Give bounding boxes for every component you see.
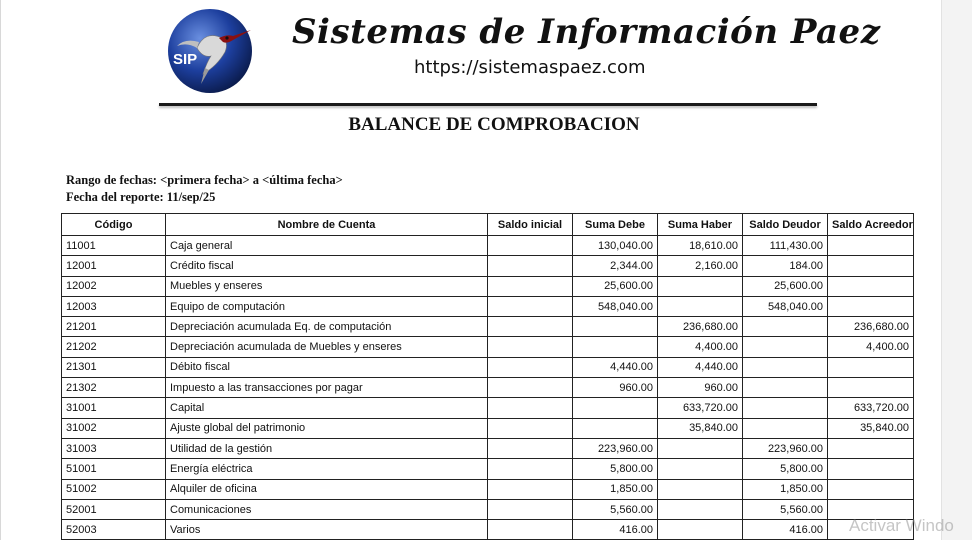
cell-debit-sum: 25,600.00 [573,276,658,296]
report-title: BALANCE DE COMPROBACION [348,114,640,135]
cell-debit-sum: 416.00 [573,520,658,540]
cell-code: 21201 [62,317,166,337]
cell-initial-balance [488,520,573,540]
table-row [62,499,914,519]
cell-credit-sum [658,479,743,499]
cell-credit-sum: 4,400.00 [658,337,743,357]
cell-code: 12003 [62,296,166,316]
cell-code: 11001 [62,236,166,256]
logo-text: SIP [173,51,198,68]
windows-activation-watermark: Activar Windo [849,516,954,535]
cell-code: 31002 [62,418,166,438]
cell-credit-sum [658,296,743,316]
cell-debit-balance: 223,960.00 [743,438,828,458]
column-header-code: Código [62,214,166,236]
cell-credit-sum [658,438,743,458]
cell-credit-sum [658,276,743,296]
cell-account-name: Capital [166,398,488,418]
cell-initial-balance [488,296,573,316]
table-row [62,337,914,357]
cell-code: 31003 [62,438,166,458]
cell-credit-sum: 633,720.00 [658,398,743,418]
cell-initial-balance [488,256,573,276]
cell-debit-balance: 1,850.00 [743,479,828,499]
cell-account-name: Depreciación acumulada de Muebles y enseres [166,337,488,357]
cell-initial-balance [488,418,573,438]
table-row [62,276,914,296]
cell-initial-balance [488,378,573,398]
cell-account-name: Equipo de computación [166,296,488,316]
cell-code: 51002 [62,479,166,499]
cell-account-name: Depreciación acumulada Eq. de computación [166,317,488,337]
table-row [62,296,914,316]
cell-credit-balance [828,459,914,479]
table-row [62,317,914,337]
cell-debit-sum: 548,040.00 [573,296,658,316]
cell-debit-sum: 5,800.00 [573,459,658,479]
cell-debit-balance [743,398,828,418]
cell-code: 12002 [62,276,166,296]
cell-debit-balance [743,317,828,337]
cell-initial-balance [488,459,573,479]
company-logo [167,8,253,94]
cell-credit-balance: 4,400.00 [828,337,914,357]
table-row [62,398,914,418]
cell-debit-sum: 5,560.00 [573,499,658,519]
table-row [62,256,914,276]
cell-credit-balance [828,276,914,296]
table-header-row [62,214,914,236]
cell-debit-sum [573,317,658,337]
brand-title: Sistemas de Información Paez [292,12,881,52]
cell-account-name: Impuesto a las transacciones por pagar [166,378,488,398]
cell-account-name: Energía eléctrica [166,459,488,479]
column-header-account-name: Nombre de Cuenta [166,214,488,236]
cell-account-name: Crédito fiscal [166,256,488,276]
table-row [62,418,914,438]
cell-credit-balance [828,378,914,398]
cell-credit-sum: 960.00 [658,378,743,398]
cell-initial-balance [488,236,573,256]
cell-debit-balance [743,378,828,398]
cell-account-name: Alquiler de oficina [166,479,488,499]
table-row [62,378,914,398]
cell-debit-sum: 1,850.00 [573,479,658,499]
cell-account-name: Utilidad de la gestión [166,438,488,458]
cell-account-name: Varios [166,520,488,540]
cell-debit-balance: 25,600.00 [743,276,828,296]
cell-debit-balance: 548,040.00 [743,296,828,316]
table-row [62,236,914,256]
cell-debit-balance: 5,560.00 [743,499,828,519]
cell-credit-sum: 18,610.00 [658,236,743,256]
cell-account-name: Débito fiscal [166,357,488,377]
trial-balance-table [61,213,914,540]
page-edge [0,0,1,540]
cell-credit-balance [828,256,914,276]
cell-debit-balance: 5,800.00 [743,459,828,479]
cell-credit-balance [828,296,914,316]
cell-debit-sum: 130,040.00 [573,236,658,256]
column-header-credit-balance: Saldo Acreedor [828,214,914,236]
cell-code: 21202 [62,337,166,357]
column-header-debit-sum: Suma Debe [573,214,658,236]
cell-debit-sum [573,337,658,357]
header-divider [159,103,817,106]
cell-credit-sum [658,499,743,519]
table-row [62,438,914,458]
cell-debit-balance: 111,430.00 [743,236,828,256]
cell-credit-balance [828,438,914,458]
table-row [62,520,914,540]
cell-account-name: Ajuste global del patrimonio [166,418,488,438]
cell-debit-sum [573,398,658,418]
cell-initial-balance [488,317,573,337]
cell-credit-balance [828,236,914,256]
cell-credit-balance: 633,720.00 [828,398,914,418]
cell-code: 21301 [62,357,166,377]
cell-credit-sum: 4,440.00 [658,357,743,377]
cell-initial-balance [488,438,573,458]
cell-debit-sum: 223,960.00 [573,438,658,458]
cell-initial-balance [488,398,573,418]
cell-initial-balance [488,276,573,296]
table-row [62,459,914,479]
cell-credit-balance: 35,840.00 [828,418,914,438]
cell-credit-sum: 236,680.00 [658,317,743,337]
cell-code: 12001 [62,256,166,276]
cell-code: 51001 [62,459,166,479]
cell-code: 52003 [62,520,166,540]
cell-debit-balance: 184.00 [743,256,828,276]
cell-debit-sum: 4,440.00 [573,357,658,377]
cell-initial-balance [488,357,573,377]
cell-account-name: Comunicaciones [166,499,488,519]
cell-initial-balance [488,479,573,499]
cell-debit-sum: 960.00 [573,378,658,398]
cell-account-name: Muebles y enseres [166,276,488,296]
table-row [62,479,914,499]
report-date: Fecha del reporte: 11/sep/25 [66,190,216,204]
cell-credit-sum: 35,840.00 [658,418,743,438]
table-body [62,236,914,540]
cell-debit-balance: 416.00 [743,520,828,540]
cell-initial-balance [488,337,573,357]
brand-url[interactable]: https://sistemaspaez.com [414,57,646,78]
column-header-credit-sum: Suma Haber [658,214,743,236]
cell-credit-balance: 236,680.00 [828,317,914,337]
scroll-gutter[interactable] [941,0,972,540]
cell-credit-sum [658,459,743,479]
cell-debit-sum [573,418,658,438]
date-range: Rango de fechas: <primera fecha> a <última fecha> [66,173,343,187]
cell-account-name: Caja general [166,236,488,256]
cell-initial-balance [488,499,573,519]
column-header-debit-balance: Saldo Deudor [743,214,828,236]
cell-code: 31001 [62,398,166,418]
cell-code: 21302 [62,378,166,398]
cell-credit-sum: 2,160.00 [658,256,743,276]
cell-debit-balance [743,357,828,377]
cell-credit-balance [828,479,914,499]
cell-credit-sum [658,520,743,540]
cell-credit-balance [828,357,914,377]
cell-debit-balance [743,337,828,357]
column-header-initial-balance: Saldo inicial [488,214,573,236]
cell-code: 52001 [62,499,166,519]
cell-debit-sum: 2,344.00 [573,256,658,276]
cell-debit-balance [743,418,828,438]
table-row [62,357,914,377]
